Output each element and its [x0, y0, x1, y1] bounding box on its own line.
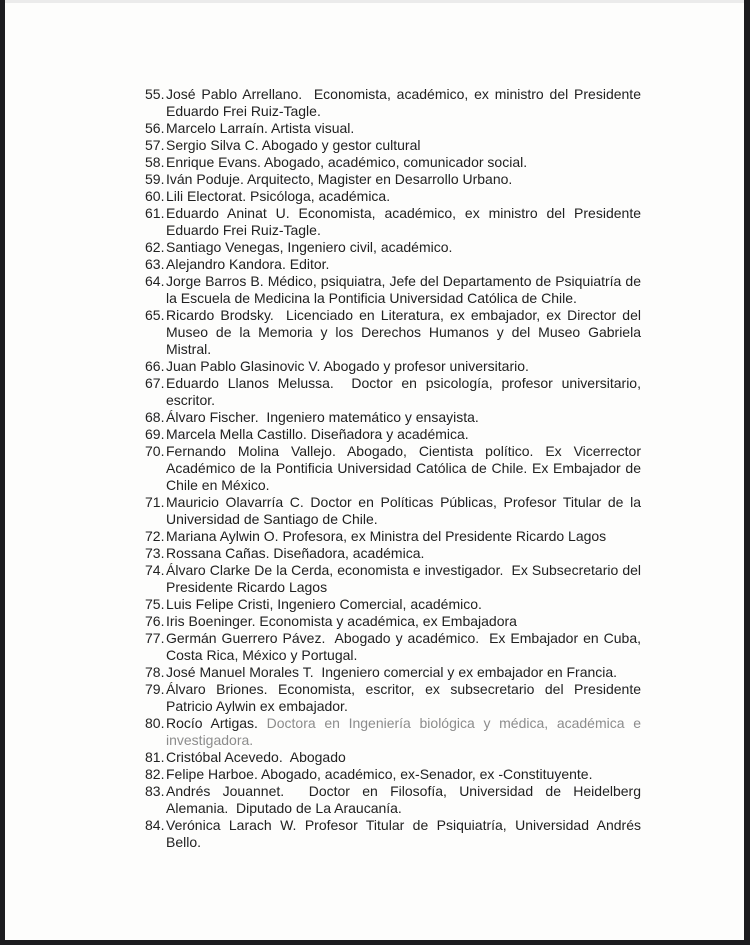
item-number: 55.	[145, 86, 165, 102]
item-number: 56.	[145, 120, 165, 136]
item-text	[166, 205, 641, 239]
item-text-part: Jorge Barros B. Médico, psiquiatra, Jefe del Departamento de Psiquiatría de la Escuela de Medicina la Pontificia Universidad Católica de Chile.	[166, 273, 641, 306]
item-number: 79.	[145, 681, 165, 697]
item-text-part: Luis Felipe Cristi, Ingeniero Comercial, académico.	[166, 596, 482, 612]
item-text-part: Iván Poduje. Arquitecto, Magister en Desarrollo Urbano.	[166, 171, 513, 187]
item-text	[166, 188, 641, 205]
item-text-part: Álvaro Clarke De la Cerda, economista e investigador. Ex Subsecretario del Presidente Ricardo Lagos	[166, 562, 641, 595]
list-item	[145, 783, 641, 817]
item-text	[166, 307, 641, 358]
item-number: 75.	[145, 596, 165, 612]
item-text-part: Marcela Mella Castillo. Diseñadora y académica.	[166, 426, 469, 442]
page-right-edge	[744, 0, 750, 945]
list-item	[145, 528, 641, 545]
item-text	[166, 766, 641, 783]
item-number: 63.	[145, 256, 165, 272]
item-number: 59.	[145, 171, 165, 187]
item-text-part: Iris Boeninger. Economista y académica, ex Embajadora	[166, 613, 517, 629]
document-page	[5, 3, 744, 940]
list-item	[145, 375, 641, 409]
item-text	[166, 545, 641, 562]
item-text	[166, 409, 641, 426]
item-text-part: Felipe Harboe. Abogado, académico, ex-Senador, ex -Constituyente.	[166, 766, 593, 782]
list-item	[145, 307, 641, 358]
item-text-part: Eduardo Aninat U. Economista, académico, ex ministro del Presidente Eduardo Frei Ruiz-Tagle.	[166, 205, 641, 238]
item-text-part: Mariana Aylwin O. Profesora, ex Ministra del Presidente Ricardo Lagos	[166, 528, 607, 544]
item-text-part: Rocío Artigas.	[166, 715, 267, 731]
list-item	[145, 171, 641, 188]
item-number: 60.	[145, 188, 165, 204]
item-number: 58.	[145, 154, 165, 170]
item-text	[166, 715, 641, 749]
list-item	[145, 664, 641, 681]
list-item	[145, 817, 641, 851]
list-item	[145, 86, 641, 120]
item-text	[166, 86, 641, 120]
item-number: 69.	[145, 426, 165, 442]
item-text	[166, 426, 641, 443]
list-item	[145, 154, 641, 171]
item-text-part: Ricardo Brodsky. Licenciado en Literatura, ex embajador, ex Director del Museo de la Memoria y los Derechos Humanos y del Museo Gabriela Mistral.	[166, 307, 641, 357]
item-number: 71.	[145, 494, 165, 510]
item-number: 74.	[145, 562, 165, 578]
item-text-part: José Manuel Morales T. Ingeniero comercial y ex embajador en Francia.	[166, 664, 618, 680]
item-text-part-muted: Doctora en Ingeniería biológica y médica, académica e investigadora.	[166, 715, 641, 748]
item-number: 72.	[145, 528, 165, 544]
item-text	[166, 120, 641, 137]
item-text-part: Santiago Venegas, Ingeniero civil, académico.	[166, 239, 453, 255]
list-item	[145, 239, 641, 256]
page-left-edge	[0, 0, 5, 945]
item-text	[166, 358, 641, 375]
item-text	[166, 749, 641, 766]
item-number: 66.	[145, 358, 165, 374]
item-number: 64.	[145, 273, 165, 289]
item-text-part: Alejandro Kandora. Editor.	[166, 256, 330, 272]
item-text	[166, 596, 641, 613]
item-number: 76.	[145, 613, 165, 629]
item-number: 82.	[145, 766, 165, 782]
item-number: 77.	[145, 630, 165, 646]
list-item	[145, 256, 641, 273]
list-item	[145, 613, 641, 630]
item-text	[166, 443, 641, 494]
item-number: 84.	[145, 817, 165, 833]
list-item	[145, 426, 641, 443]
item-text	[166, 783, 641, 817]
item-text-part: Rossana Cañas. Diseñadora, académica.	[166, 545, 425, 561]
item-number: 67.	[145, 375, 165, 391]
item-number: 83.	[145, 783, 165, 799]
item-text	[166, 562, 641, 596]
item-text	[166, 171, 641, 188]
item-text	[166, 137, 641, 154]
item-text-part: Sergio Silva C. Abogado y gestor cultural	[166, 137, 421, 153]
item-text	[166, 630, 641, 664]
page-top-edge	[0, 0, 750, 3]
item-text	[166, 256, 641, 273]
item-text	[166, 664, 641, 681]
list-item	[145, 120, 641, 137]
item-text	[166, 273, 641, 307]
list-item	[145, 273, 641, 307]
item-text-part: Andrés Jouannet. Doctor en Filosofía, Universidad de Heidelberg Alemania. Diputado de La Araucanía.	[166, 783, 641, 816]
list-item	[145, 715, 641, 749]
list-item	[145, 188, 641, 205]
item-text-part: Mauricio Olavarría C. Doctor en Políticas Públicas, Profesor Titular de la Universidad de Santiago de Chile.	[166, 494, 641, 527]
item-number: 62.	[145, 239, 165, 255]
item-text	[166, 681, 641, 715]
item-text	[166, 817, 641, 851]
list-item	[145, 137, 641, 154]
item-text	[166, 528, 641, 545]
item-text	[166, 154, 641, 171]
list-item	[145, 749, 641, 766]
item-text-part: Álvaro Fischer. Ingeniero matemático y ensayista.	[166, 409, 479, 425]
list-item	[145, 205, 641, 239]
item-text-part: Marcelo Larraín. Artista visual.	[166, 120, 355, 136]
page-bottom-edge	[0, 940, 750, 945]
item-text-part: Álvaro Briones. Economista, escritor, ex subsecretario del Presidente Patricio Aylwin ex embajador.	[166, 681, 641, 714]
item-text	[166, 375, 641, 409]
item-text-part: Juan Pablo Glasinovic V. Abogado y profesor universitario.	[166, 358, 529, 374]
list-item	[145, 766, 641, 783]
list-item	[145, 596, 641, 613]
item-number: 80.	[145, 715, 165, 731]
item-text-part: Cristóbal Acevedo. Abogado	[166, 749, 346, 765]
list-item	[145, 545, 641, 562]
item-text-part: Germán Guerrero Pávez. Abogado y académico. Ex Embajador en Cuba, Costa Rica, México y Portugal.	[166, 630, 641, 663]
item-number: 78.	[145, 664, 165, 680]
item-text-part: Fernando Molina Vallejo. Abogado, Cientista político. Ex Vicerrector Académico de la Pontificia Universidad Católica de Chile. Ex Embajador de Chile en México.	[166, 443, 641, 493]
item-text-part: Verónica Larach W. Profesor Titular de Psiquiatría, Universidad Andrés Bello.	[166, 817, 641, 850]
item-number: 73.	[145, 545, 165, 561]
list-item	[145, 409, 641, 426]
item-number: 65.	[145, 307, 165, 323]
list-item	[145, 562, 641, 596]
item-text-part: Lili Electorat. Psicóloga, académica.	[166, 188, 391, 204]
list-item	[145, 681, 641, 715]
item-text	[166, 239, 641, 256]
list-item	[145, 494, 641, 528]
item-number: 57.	[145, 137, 165, 153]
list-item	[145, 358, 641, 375]
item-text	[166, 613, 641, 630]
item-number: 61.	[145, 205, 165, 221]
item-text-part: Enrique Evans. Abogado, académico, comunicador social.	[166, 154, 528, 170]
item-text-part: José Pablo Arrellano. Economista, académico, ex ministro del Presidente Eduardo Frei Ruiz-Tagle.	[166, 86, 641, 119]
signatory-list	[5, 3, 641, 851]
item-text-part: Eduardo Llanos Melussa. Doctor en psicología, profesor universitario, escritor.	[166, 375, 641, 408]
item-number: 81.	[145, 749, 165, 765]
list-item	[145, 443, 641, 494]
item-number: 68.	[145, 409, 165, 425]
item-number: 70.	[145, 443, 165, 459]
item-text	[166, 494, 641, 528]
list-item	[145, 630, 641, 664]
